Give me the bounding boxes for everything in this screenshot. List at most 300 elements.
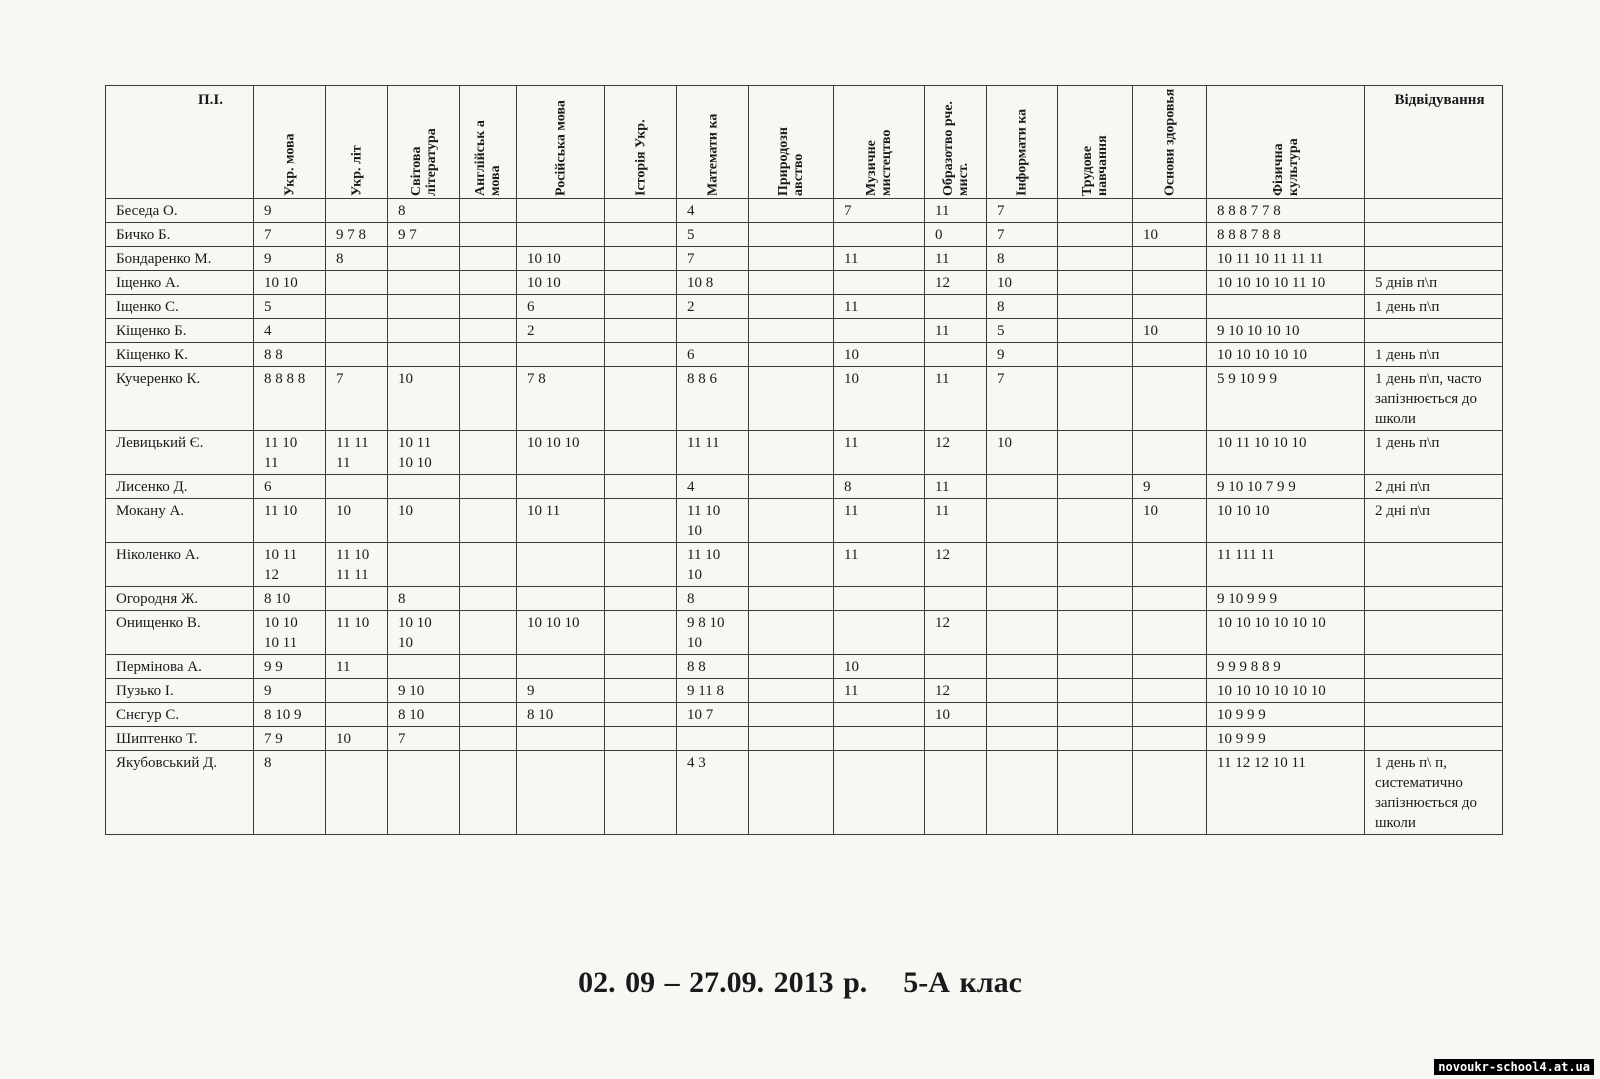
grade-cell [388,655,460,679]
grade-cell [749,727,834,751]
grade-cell: 10 [834,343,925,367]
grade-cell: 8 [987,295,1058,319]
table-row [106,499,1503,543]
grade-cell: 9 [987,343,1058,367]
grade-cell [1133,271,1207,295]
table-row [106,271,1503,295]
grade-cell: 8 [987,247,1058,271]
grade-cell [388,543,460,587]
grade-cell: 5 [987,319,1058,343]
student-name: Беседа О. [106,199,254,223]
grade-cell: 10 10 10 10 10 10 [1207,679,1365,703]
grade-cell [1133,679,1207,703]
grade-cell: 12 [925,543,987,587]
grade-cell: 9 7 8 [326,223,388,247]
grade-cell: 11 [925,475,987,499]
grade-cell: 10 10 [517,271,605,295]
table-row [106,655,1503,679]
student-name: Снєгур С. [106,703,254,727]
grade-cell: 8 [677,587,749,611]
attendance-cell [1365,611,1503,655]
grade-cell [517,751,605,835]
grade-cell [326,319,388,343]
grade-cell [326,475,388,499]
student-name: Пузько І. [106,679,254,703]
grade-cell: 7 [834,199,925,223]
grade-cell: 9 [1133,475,1207,499]
table-row [106,431,1503,475]
grade-cell: 10 10 10 11 [254,611,326,655]
grade-cell: 7 [326,367,388,431]
grade-cell [605,431,677,475]
grade-cell: 9 [254,679,326,703]
grade-cell [1058,343,1133,367]
grade-cell: 10 10 10 [517,611,605,655]
grade-cell: 10 11 [517,499,605,543]
grade-cell [1133,543,1207,587]
grade-cell: 10 10 10 [388,611,460,655]
grade-cell: 10 [834,367,925,431]
grade-cell [834,751,925,835]
grade-cell: 8 8 [677,655,749,679]
table-row [106,543,1503,587]
grade-cell: 9 8 10 10 [677,611,749,655]
grade-cell: 0 [925,223,987,247]
grades-table [105,85,1503,835]
site-watermark: novoukr-school4.at.ua [1434,1059,1594,1075]
grade-cell: 10 9 9 9 [1207,727,1365,751]
grade-cell: 9 [254,247,326,271]
grade-cell [749,543,834,587]
grade-cell: 11 11 11 [326,431,388,475]
grade-cell: 8 [254,751,326,835]
grade-cell [1058,199,1133,223]
grade-cell [605,271,677,295]
grade-cell [460,295,517,319]
grade-cell [1133,727,1207,751]
grade-cell: 11 10 [254,499,326,543]
grade-cell [605,499,677,543]
grade-cell [605,223,677,247]
grade-cell [517,343,605,367]
grade-cell: 9 7 [388,223,460,247]
grade-cell [1133,655,1207,679]
grade-cell: 5 9 10 9 9 [1207,367,1365,431]
grade-cell: 11 10 10 [677,499,749,543]
grade-cell: 7 [987,223,1058,247]
student-name: Онищенко В. [106,611,254,655]
grade-cell: 7 [254,223,326,247]
grade-cell [605,295,677,319]
grade-cell [517,587,605,611]
grade-cell [326,295,388,319]
table-row [106,751,1503,835]
attendance-cell [1365,199,1503,223]
grade-cell [987,703,1058,727]
grade-cell [460,247,517,271]
grade-cell [1058,543,1133,587]
grade-cell: 6 [517,295,605,319]
grade-cell: 7 [987,199,1058,223]
grade-cell: 10 [326,499,388,543]
grade-cell: 10 [388,367,460,431]
grade-cell [1058,587,1133,611]
grade-cell [1058,295,1133,319]
grade-cell [605,751,677,835]
grade-cell: 4 [254,319,326,343]
student-name: Левицький Є. [106,431,254,475]
grade-cell [460,499,517,543]
student-name: Якубовський Д. [106,751,254,835]
grade-cell: 9 10 10 10 10 [1207,319,1365,343]
grade-cell [517,475,605,499]
grade-cell [605,343,677,367]
grade-cell: 2 [517,319,605,343]
table-row [106,475,1503,499]
grade-cell [388,247,460,271]
grade-cell [460,367,517,431]
subject-header: Російська мова [517,86,605,199]
table-row [106,703,1503,727]
grade-cell [326,271,388,295]
subject-header: Укр. літ [326,86,388,199]
grade-cell [517,543,605,587]
grade-cell: 11 [834,679,925,703]
grade-cell [749,343,834,367]
grade-cell [925,727,987,751]
grade-cell: 11 10 11 11 [326,543,388,587]
grade-cell [605,611,677,655]
grade-cell [1058,679,1133,703]
grade-cell: 10 [388,499,460,543]
table-row [106,679,1503,703]
student-name: Бичко Б. [106,223,254,247]
grade-cell: 10 [1133,223,1207,247]
attendance-cell [1365,703,1503,727]
grade-cell [1058,703,1133,727]
student-name: Мокану А. [106,499,254,543]
subject-header: Фізична культура [1207,86,1365,199]
grade-cell: 10 10 10 10 11 10 [1207,271,1365,295]
grade-cell: 11 [834,431,925,475]
grade-cell [460,611,517,655]
grade-cell [326,587,388,611]
grade-cell [677,319,749,343]
grade-cell [925,655,987,679]
grade-cell: 7 [388,727,460,751]
subject-header: Історія Укр. [605,86,677,199]
grade-cell [388,475,460,499]
grade-cell: 9 11 8 [677,679,749,703]
grade-cell [1058,271,1133,295]
grade-cell [834,319,925,343]
grade-cell [749,655,834,679]
grade-cell [749,247,834,271]
table-row [106,611,1503,655]
grade-cell: 8 10 [388,703,460,727]
attendance-cell: 1 день п\п [1365,343,1503,367]
grade-cell [460,475,517,499]
grade-cell: 10 10 10 10 10 10 [1207,611,1365,655]
table-row [106,295,1503,319]
grade-cell: 4 [677,475,749,499]
grade-cell: 10 [834,655,925,679]
grade-cell: 10 [987,431,1058,475]
grade-cell: 5 [677,223,749,247]
grade-cell [605,247,677,271]
grade-cell: 8 8 8 7 8 8 [1207,223,1365,247]
grade-cell [460,679,517,703]
grade-cell [326,751,388,835]
grade-cell [925,295,987,319]
subject-header: Основи здоровья [1133,86,1207,199]
grade-cell: 9 9 9 8 8 9 [1207,655,1365,679]
grade-cell: 8 8 6 [677,367,749,431]
grade-cell: 11 111 11 [1207,543,1365,587]
grade-cell [1058,499,1133,543]
grade-cell: 11 [834,499,925,543]
date-range: 02. 09 – 27.09. 2013 р. [578,966,868,999]
grade-cell [1133,247,1207,271]
grade-cell: 10 [1133,499,1207,543]
student-name: Іщенко А. [106,271,254,295]
grade-rows [106,199,1503,835]
grade-cell: 8 10 [517,703,605,727]
grade-cell [987,587,1058,611]
grade-cell [1133,295,1207,319]
grade-cell [1133,611,1207,655]
grade-cell: 7 [677,247,749,271]
grade-cell [834,611,925,655]
table-row [106,223,1503,247]
grade-cell [388,751,460,835]
grade-cell: 8 [834,475,925,499]
grade-cell [749,587,834,611]
subject-header: Музичне мистецтво [834,86,925,199]
grade-cell: 10 10 10 [1207,499,1365,543]
grade-cell [1133,751,1207,835]
grade-cell: 10 11 12 [254,543,326,587]
grade-cell [925,343,987,367]
grade-cell [749,271,834,295]
grade-cell: 8 10 9 [254,703,326,727]
grade-cell: 10 11 10 10 [388,431,460,475]
grade-cell: 12 [925,431,987,475]
grade-cell [460,431,517,475]
grade-cell [460,543,517,587]
grade-cell [1133,703,1207,727]
grade-cell [749,679,834,703]
grade-cell [925,587,987,611]
student-name: Іщенко С. [106,295,254,319]
grade-cell [749,751,834,835]
grade-cell [605,587,677,611]
grade-cell [749,431,834,475]
grade-cell: 12 [925,271,987,295]
grade-cell [605,679,677,703]
grade-cell [460,703,517,727]
grade-cell [460,655,517,679]
grade-cell [1133,199,1207,223]
subject-header: Укр. мова [254,86,326,199]
grade-cell: 7 [987,367,1058,431]
grade-cell: 12 [925,679,987,703]
grade-cell [460,319,517,343]
table-row [106,247,1503,271]
subject-header: Образотво рче. мист. [925,86,987,199]
grade-cell: 10 [1133,319,1207,343]
grade-cell [834,271,925,295]
subject-header: Природозн авство [749,86,834,199]
grade-cell: 11 10 10 [677,543,749,587]
grade-cell: 7 9 [254,727,326,751]
grade-cell: 10 9 9 9 [1207,703,1365,727]
grade-cell [987,475,1058,499]
grade-cell [987,679,1058,703]
attendance-cell: 1 день п\п, часто запізнюється до школи [1365,367,1503,431]
grade-cell [1133,367,1207,431]
table-row [106,199,1503,223]
grade-cell [1133,587,1207,611]
grade-cell [517,655,605,679]
grade-cell: 9 9 [254,655,326,679]
grade-cell: 11 [925,199,987,223]
grade-cell: 8 [388,199,460,223]
grade-cell: 8 10 [254,587,326,611]
grade-cell [749,223,834,247]
student-name: Пермінова А. [106,655,254,679]
grade-cell [834,223,925,247]
grade-cell: 4 3 [677,751,749,835]
grade-cell [1133,431,1207,475]
attendance-cell [1365,223,1503,247]
grade-cell [1058,611,1133,655]
grade-cell [388,271,460,295]
student-name: Кіщенко К. [106,343,254,367]
grade-cell [1133,343,1207,367]
grade-cell [460,587,517,611]
grade-cell [605,543,677,587]
grade-cell [517,223,605,247]
grade-cell [1058,319,1133,343]
grade-cell [388,319,460,343]
student-name: Ніколенко А. [106,543,254,587]
subject-header: Світова література [388,86,460,199]
attendance-cell [1365,587,1503,611]
grade-cell [605,199,677,223]
grade-cell [1058,655,1133,679]
grade-cell: 11 [834,247,925,271]
grade-cell [460,271,517,295]
grade-cell: 10 10 10 [517,431,605,475]
grade-cell [1058,431,1133,475]
grade-cell [834,587,925,611]
table-row [106,367,1503,431]
grade-cell: 10 [987,271,1058,295]
grade-cell: 8 [388,587,460,611]
grade-cell [605,727,677,751]
attendance-cell [1365,727,1503,751]
grade-cell [326,199,388,223]
grade-cell: 11 [925,319,987,343]
student-name: Лисенко Д. [106,475,254,499]
grade-cell [987,543,1058,587]
attendance-cell [1365,679,1503,703]
grade-cell [1058,727,1133,751]
grade-cell: 10 10 10 10 10 [1207,343,1365,367]
attendance-cell [1365,543,1503,587]
grade-cell: 6 [677,343,749,367]
grade-cell [1058,223,1133,247]
grade-cell [460,727,517,751]
attendance-cell: 2 дні п\п [1365,475,1503,499]
student-name: Бондаренко М. [106,247,254,271]
grade-cell [987,751,1058,835]
grade-cell: 4 [677,199,749,223]
grade-cell [987,611,1058,655]
grade-cell [460,223,517,247]
grade-cell: 10 [326,727,388,751]
grade-cell: 10 11 10 11 11 11 [1207,247,1365,271]
grade-cell: 7 8 [517,367,605,431]
header-row [106,86,1503,199]
attendance-column-header: Відвідування [1365,86,1503,199]
grade-cell [749,295,834,319]
subject-header: Інформати ка [987,86,1058,199]
grade-cell: 11 10 11 [254,431,326,475]
student-name: Огородня Ж. [106,587,254,611]
grade-cell: 12 [925,611,987,655]
grade-cell: 9 10 10 7 9 9 [1207,475,1365,499]
grade-cell [677,727,749,751]
table-row [106,343,1503,367]
attendance-cell [1365,319,1503,343]
table-row [106,319,1503,343]
grade-cell: 11 [834,543,925,587]
grade-cell [326,343,388,367]
subject-header: Трудове навчання [1058,86,1133,199]
table-row [106,587,1503,611]
grade-cell: 9 10 9 9 9 [1207,587,1365,611]
grade-cell [460,751,517,835]
grade-cell: 11 [925,247,987,271]
grade-cell [460,343,517,367]
grade-cell: 11 [326,655,388,679]
grade-cell [925,751,987,835]
grade-cell: 11 [925,367,987,431]
student-name: Шиптенко Т. [106,727,254,751]
grade-cell: 11 [925,499,987,543]
student-name: Кіщенко Б. [106,319,254,343]
grade-cell [987,727,1058,751]
grade-cell: 2 [677,295,749,319]
grade-cell: 6 [254,475,326,499]
grade-cell [834,703,925,727]
grade-cell: 10 [925,703,987,727]
grade-cell [1058,475,1133,499]
attendance-cell: 2 дні п\п [1365,499,1503,543]
grade-cell [1058,247,1133,271]
grade-cell: 11 [834,295,925,319]
grade-cell: 11 12 12 10 11 [1207,751,1365,835]
grade-cell: 9 [517,679,605,703]
grade-cell [987,499,1058,543]
grade-cell [517,199,605,223]
grade-cell [749,319,834,343]
grade-cell: 5 [254,295,326,319]
grade-cell: 10 10 [254,271,326,295]
attendance-cell: 1 день п\п [1365,295,1503,319]
